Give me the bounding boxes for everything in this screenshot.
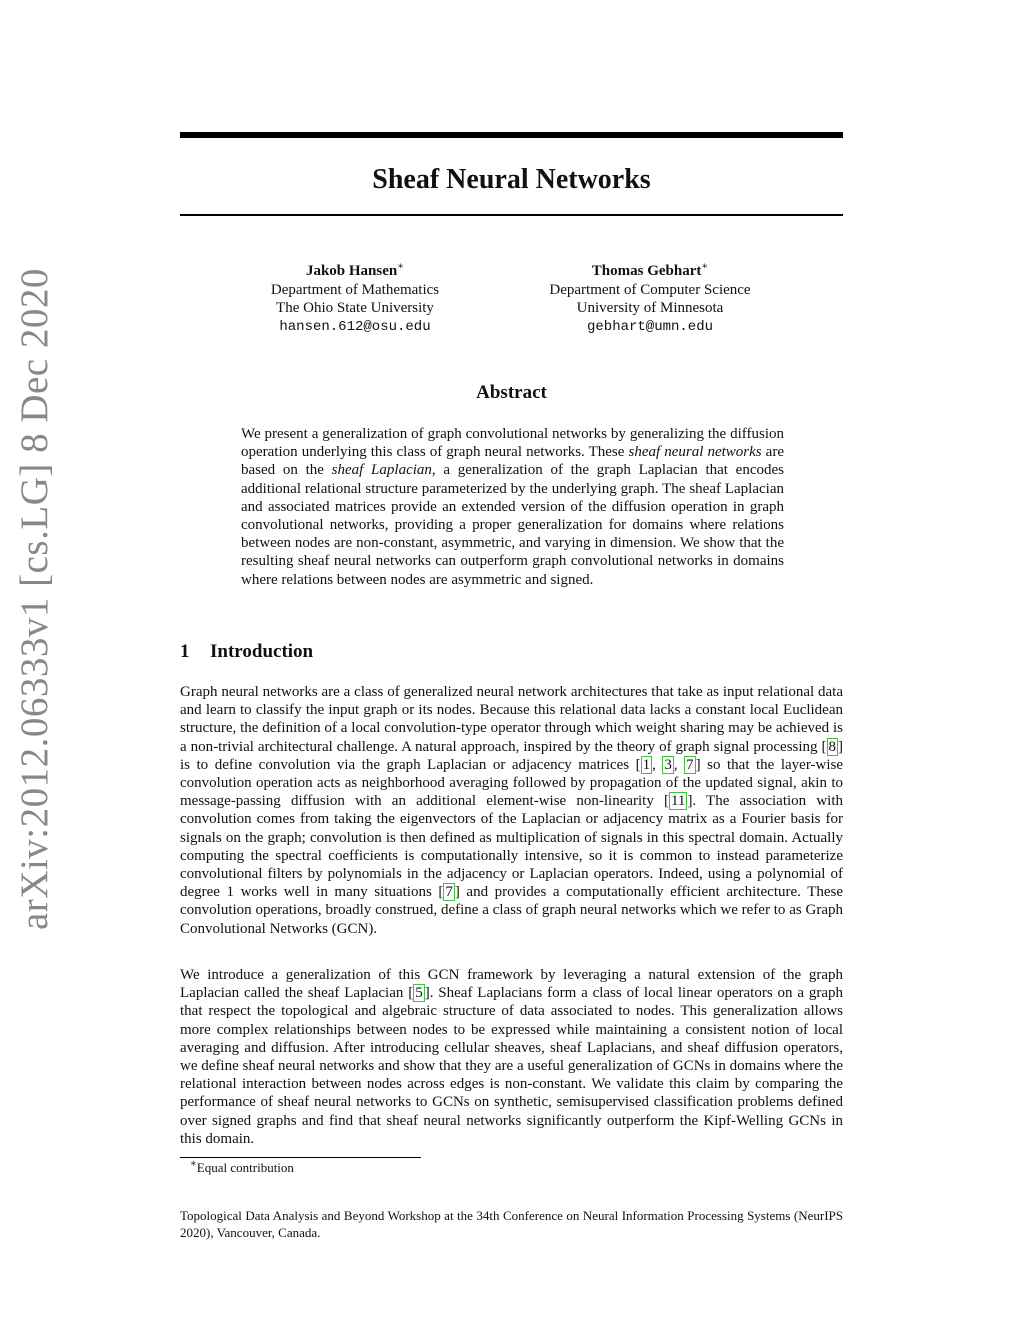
- intro-paragraph-2: [180, 966, 843, 1148]
- footnote-rule: [180, 1157, 421, 1158]
- section-number: 1: [180, 641, 190, 662]
- paragraph-text: ] is to define convolution via the graph Laplacian or adjacency matrices [: [180, 738, 843, 773]
- author-department: Department of Mathematics: [270, 281, 440, 298]
- author-department: Department of Computer Science: [549, 281, 751, 298]
- abstract-text: We present a generalization of graph convolutional networks by generalizing the diffusion operation underlying this class of graph neural networks. These: [241, 426, 784, 461]
- author-email[interactable]: hansen.612@osu.edu: [279, 318, 431, 335]
- footnote: [190, 1160, 294, 1176]
- author-email[interactable]: gebhart@umn.edu: [586, 318, 714, 335]
- citation-link[interactable]: 5: [415, 985, 423, 1002]
- author-institution: University of Minnesota: [576, 300, 724, 316]
- paragraph-text: ] and provides a computationally efficient architecture. These convolution operations, broadly construed, define a class of graph neural networks which we refer to as Graph Convolutional Networks (GCN).: [180, 884, 844, 937]
- author-footnote-mark: ∗: [701, 261, 709, 272]
- citation-link[interactable]: 7: [445, 884, 453, 901]
- citation-link[interactable]: 11: [670, 793, 686, 810]
- abstract-emphasis: sheaf Laplacian: [331, 462, 432, 479]
- section-heading-introduction: [180, 641, 313, 663]
- title-top-rule: [180, 132, 843, 138]
- author-footnote-mark: ∗: [397, 261, 405, 272]
- abstract-heading: Abstract: [476, 382, 547, 403]
- citation-link[interactable]: 8: [828, 738, 836, 755]
- author-block-1: [235, 262, 475, 336]
- venue-notice: Topological Data Analysis and Beyond Workshop at the 34th Conference on Neural Information Processing Systems (NeurIPS 2020), Vancouver, Canada.: [180, 1208, 843, 1240]
- author-block-2: [520, 262, 780, 336]
- abstract-text: , a generalization of the graph Laplacian that encodes additional relational structure parameterized by the underlying graph. The sheaf Laplacian and associated matrices provide an extended version of the diffusion operation in graph convolutional networks, providing a proper generalization for domains where relations between nodes are non-constant, asymmetric, and varying in dimension. We show that the resulting sheaf neural networks can outperform graph convolutional networks in domains where relations between nodes are asymmetric and signed.: [241, 462, 784, 588]
- citation-separator: ,: [652, 756, 663, 773]
- footnote-mark: ∗: [190, 1158, 197, 1170]
- citation-link[interactable]: 3: [664, 756, 672, 773]
- author-name: Thomas Gebhart: [591, 263, 702, 279]
- author-institution: The Ohio State University: [276, 300, 434, 316]
- section-title: Introduction: [210, 641, 314, 662]
- abstract-body: [241, 425, 784, 589]
- citation-link[interactable]: 7: [686, 756, 694, 773]
- citation-separator: ,: [673, 756, 685, 773]
- paragraph-text: Graph neural networks are a class of generalized neural network architectures that take as input relational data and learn to classify the input graph or its nodes. Because this relational data lacks a constant local Euclidean structure, the definition of a local convolution-type operator through which weight sharing may be achieved is a non-trivial architectural challenge. A natural approach, inspired by the theory of graph signal processing [: [180, 684, 843, 755]
- author-name: Jakob Hansen: [305, 263, 398, 279]
- paragraph-text: ]. Sheaf Laplacians form a class of local linear operators on a graph that respect the topological and algebraic structure of data associated to nodes. This generalization allows more complex relationships between nodes to be expressed while maintaining a consistent notion of local averaging and diffusion. After introducing cellular sheaves, sheaf Laplacians, and sheaf diffusion operators, we define sheaf neural networks and show that they are a useful generalization of GCNs in domains where the relational interaction between nodes across edges is non-constant. We validate this claim by comparing the performance of sheaf neural networks to GCNs on synthetic, semisupervised classification problems defined over signed graphs and find that sheaf neural networks significantly outperform the Kipf-Welling GCNs in this domain.: [180, 985, 843, 1147]
- intro-paragraph-1: [180, 683, 843, 938]
- footnote-text: Equal contribution: [196, 1160, 294, 1175]
- paragraph-text: ]. The association with convolution comes from taking the eigenvectors of the Laplacian or adjacency matrix as a Fourier basis for signals on the graph; convolution is then defined as multiplication of signals in this spectral domain. Actually computing the spectral coefficients is computationally intensive, so it is common to instead parameterize convolutional filters by polynomials in the adjacency or Laplacian operators. Indeed, using a polynomial of degree 1 works well in many situations [: [180, 793, 843, 901]
- paragraph-text: We introduce a generalization of this GCN framework by leveraging a natural extension of the graph Laplacian called the sheaf Laplacian [: [180, 967, 843, 1002]
- paper-title: Sheaf Neural Networks: [372, 164, 651, 195]
- citation-link[interactable]: 1: [642, 756, 651, 773]
- arxiv-identifier-stamp: arXiv:2012.06333v1 [cs.LG] 8 Dec 2020: [13, 268, 56, 930]
- title-bottom-rule: [180, 214, 843, 216]
- abstract-text: are based on the: [241, 444, 784, 479]
- abstract-emphasis: sheaf neural networks: [628, 444, 762, 461]
- paragraph-text: ] so that the layer-wise convolution operation acts as neighborhood averaging followed by propagation of the updated signal, akin to message-passing diffusion with an additional element-wise non-linearity [: [180, 756, 843, 810]
